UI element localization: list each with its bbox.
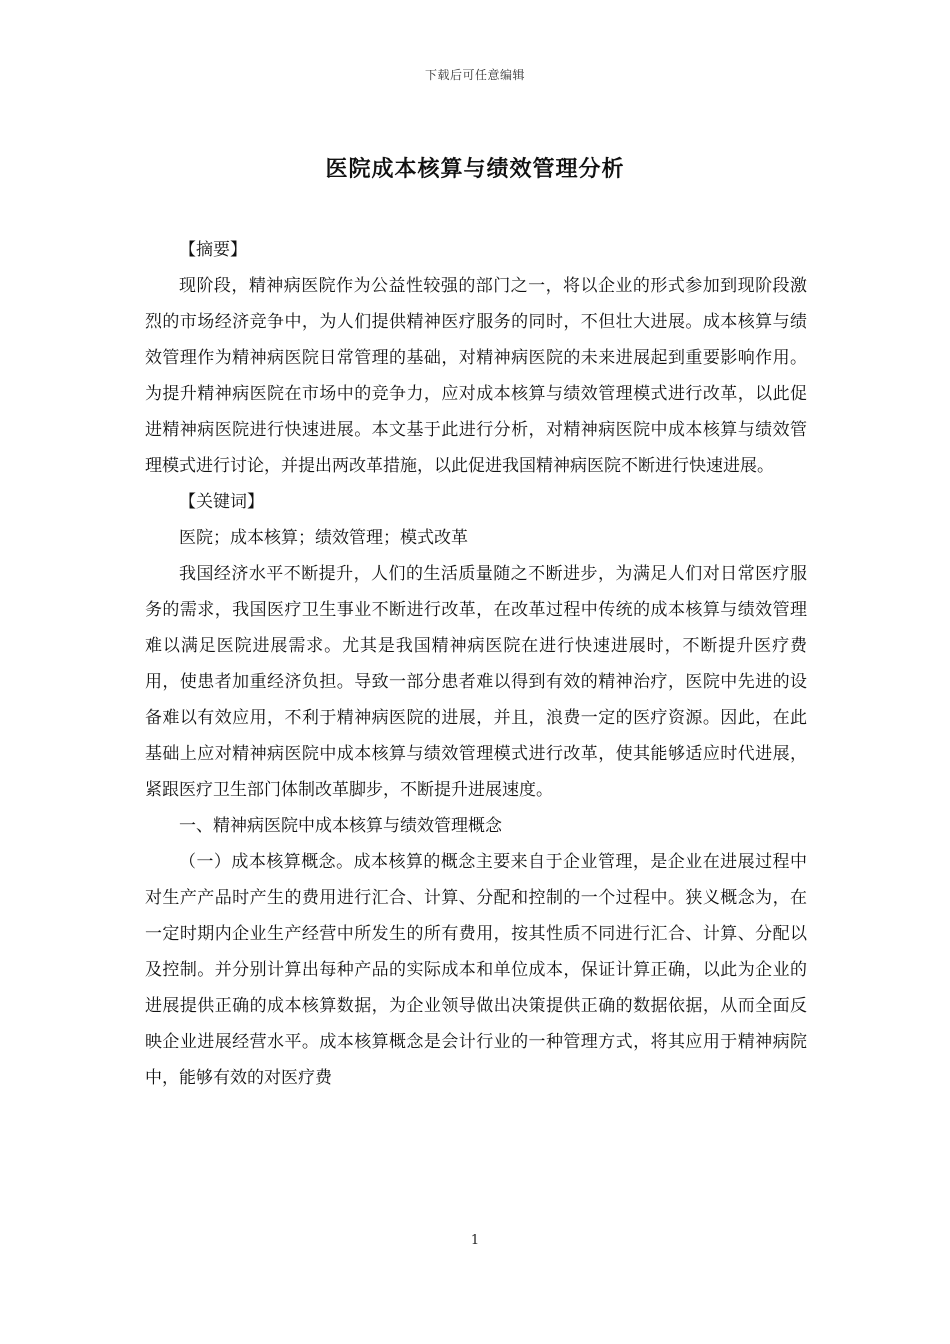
section-paragraph: （一）成本核算概念。成本核算的概念主要来自于企业管理，是企业在进展过程中对生产产品时产生的费用进行汇合、计算、分配和控制的一个过程中。狭义概念为，在一定时期内企业生产经营中所发生的所有费用，按其性质不同进行汇合、计算、分配以及控制。并分别计算出每种产品的实际成本和单位成本，保证计算正确，以此为企业的进展提供正确的成本核算数据，为企业领导做出决策提供正确的数据依据，从而全面反映企业进展经营水平。成本核算概念是会计行业的一种管理方式，将其应用于精神病院中，能够有效的对医疗费 xyxy=(145,852,807,1088)
section-heading: 一、精神病医院中成本核算与绩效管理概念 xyxy=(179,816,502,836)
intro-paragraph: 我国经济水平不断提升，人们的生活质量随之不断进步，为满足人们对日常医疗服务的需求，我国医疗卫生事业不断进行改革，在改革过程中传统的成本核算与绩效管理难以满足医院进展需求。尤其是我国精神病医院在进行快速进展时，不断提升医疗费用，使患者加重经济负担。导致一部分患者难以得到有效的精神治疗，医院中先进的设备难以有效应用，不利于精神病医院的进展，并且，浪费一定的医疗资源。因此，在此基础上应对精神病医院中成本核算与绩效管理模式进行改革，使其能够适应时代进展，紧跟医疗卫生部门体制改革脚步，不断提升进展速度。 xyxy=(145,564,807,800)
keywords-heading: 【关键词】 xyxy=(179,492,264,512)
header-note: 下载后可任意编辑 xyxy=(424,68,525,82)
page-number: 1 xyxy=(470,1233,480,1248)
abstract-heading: 【摘要】 xyxy=(179,240,247,260)
document-body xyxy=(145,232,807,1096)
keywords-paragraph: 医院；成本核算；绩效管理；模式改革 xyxy=(179,528,468,548)
abstract-paragraph: 现阶段，精神病医院作为公益性较强的部门之一，将以企业的形式参加到现阶段激烈的市场经济竞争中，为人们提供精神医疗服务的同时，不但壮大进展。成本核算与绩效管理作为精神病医院日常管理的基础，对精神病医院的未来进展起到重要影响作用。为提升精神病医院在市场中的竞争力，应对成本核算与绩效管理模式进行改革，以此促进精神病医院进行快速进展。本文基于此进行分析，对精神病医院中成本核算与绩效管理模式进行讨论，并提出两改革措施，以此促进我国精神病医院不断进行快速进展。 xyxy=(145,276,807,476)
document-title: 医院成本核算与绩效管理分析 xyxy=(325,156,625,182)
